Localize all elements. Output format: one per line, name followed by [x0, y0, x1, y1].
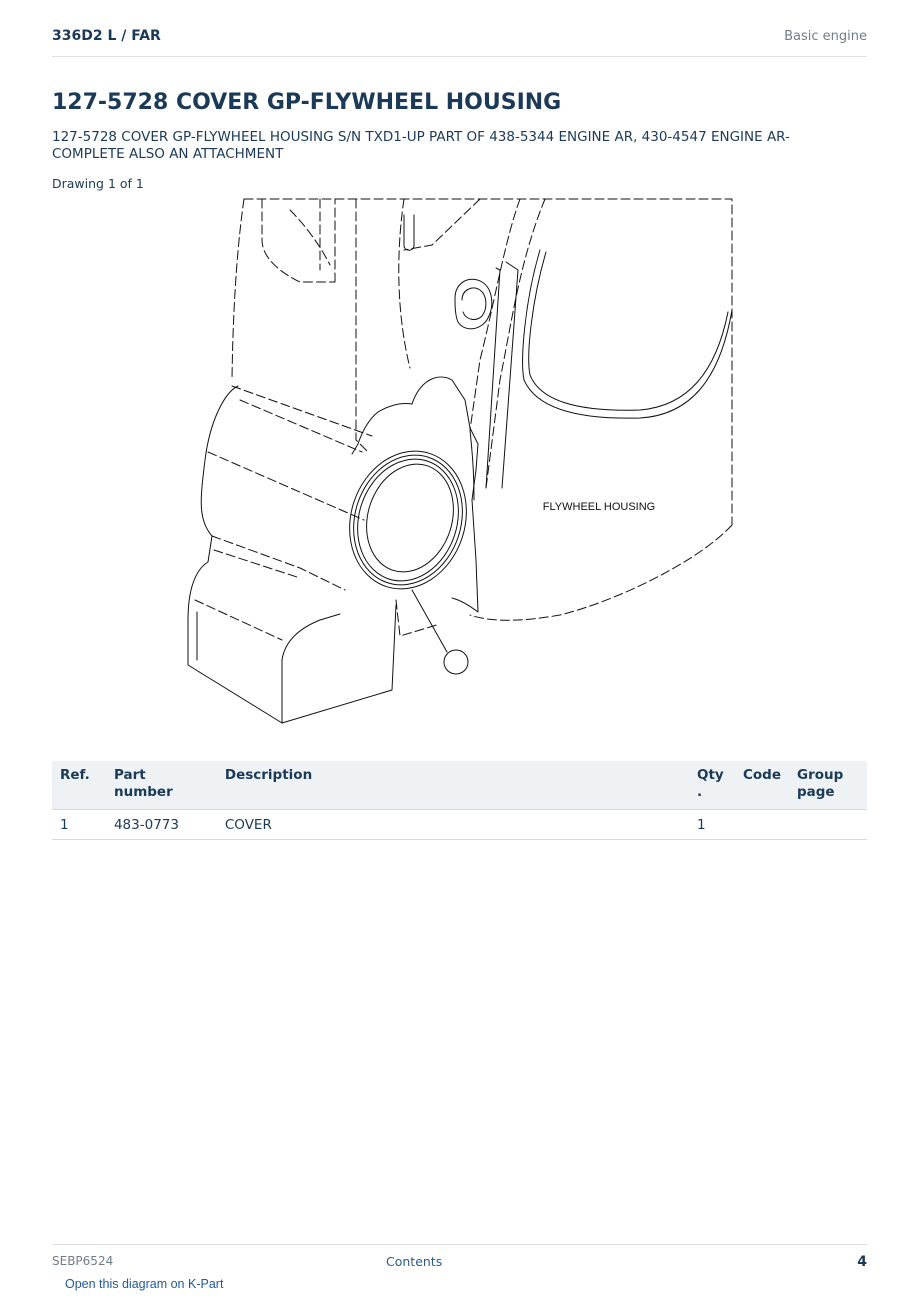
col-description-header: Description [217, 761, 689, 810]
page-header [52, 28, 867, 57]
parts-table [52, 761, 867, 840]
cover-rings [332, 436, 484, 604]
drawing-label: FLYWHEEL HOUSING [542, 501, 656, 513]
section-name: Basic engine [784, 29, 867, 44]
contents-link[interactable]: Contents [386, 1254, 443, 1269]
cell-description: COVER [217, 810, 689, 840]
group-description: 127-5728 COVER GP-FLYWHEEL HOUSING S/N TXD1-UP PART OF 438-5344 ENGINE AR, 430-4547 ENGINE AR-COMPLETE ALSO AN ATTACHMENT [52, 129, 790, 162]
col-part-number-header: Part number [106, 761, 217, 810]
parts-diagram [180, 193, 740, 733]
cell-ref: 1 [52, 810, 106, 840]
drawing-counter: Drawing 1 of 1 [52, 176, 144, 191]
open-in-kpart-link[interactable]: Open this diagram on K-Part [65, 1277, 224, 1291]
bolt-boss [455, 279, 492, 329]
callout [412, 590, 468, 674]
table-row [52, 810, 867, 840]
table-header-row [52, 761, 867, 810]
col-qty-header: Qty . [689, 761, 735, 810]
cell-part-number: 483-0773 [106, 810, 217, 840]
page-footer [52, 1244, 867, 1275]
col-ref-header: Ref. [52, 761, 106, 810]
cell-code [735, 810, 789, 840]
page-number: 4 [857, 1254, 867, 1270]
machine-model: 336D2 L / FAR [52, 28, 161, 44]
col-group-page-header: Group page [789, 761, 867, 810]
housing-boundary [195, 199, 732, 640]
col-code-header: Code [735, 761, 789, 810]
cell-group-page [789, 810, 867, 840]
cell-qty: 1 [689, 810, 735, 840]
document-id: SEBP6524 [52, 1254, 114, 1268]
housing-solid-edges [188, 215, 732, 723]
page-title: 127-5728 COVER GP-FLYWHEEL HOUSING [52, 90, 562, 115]
